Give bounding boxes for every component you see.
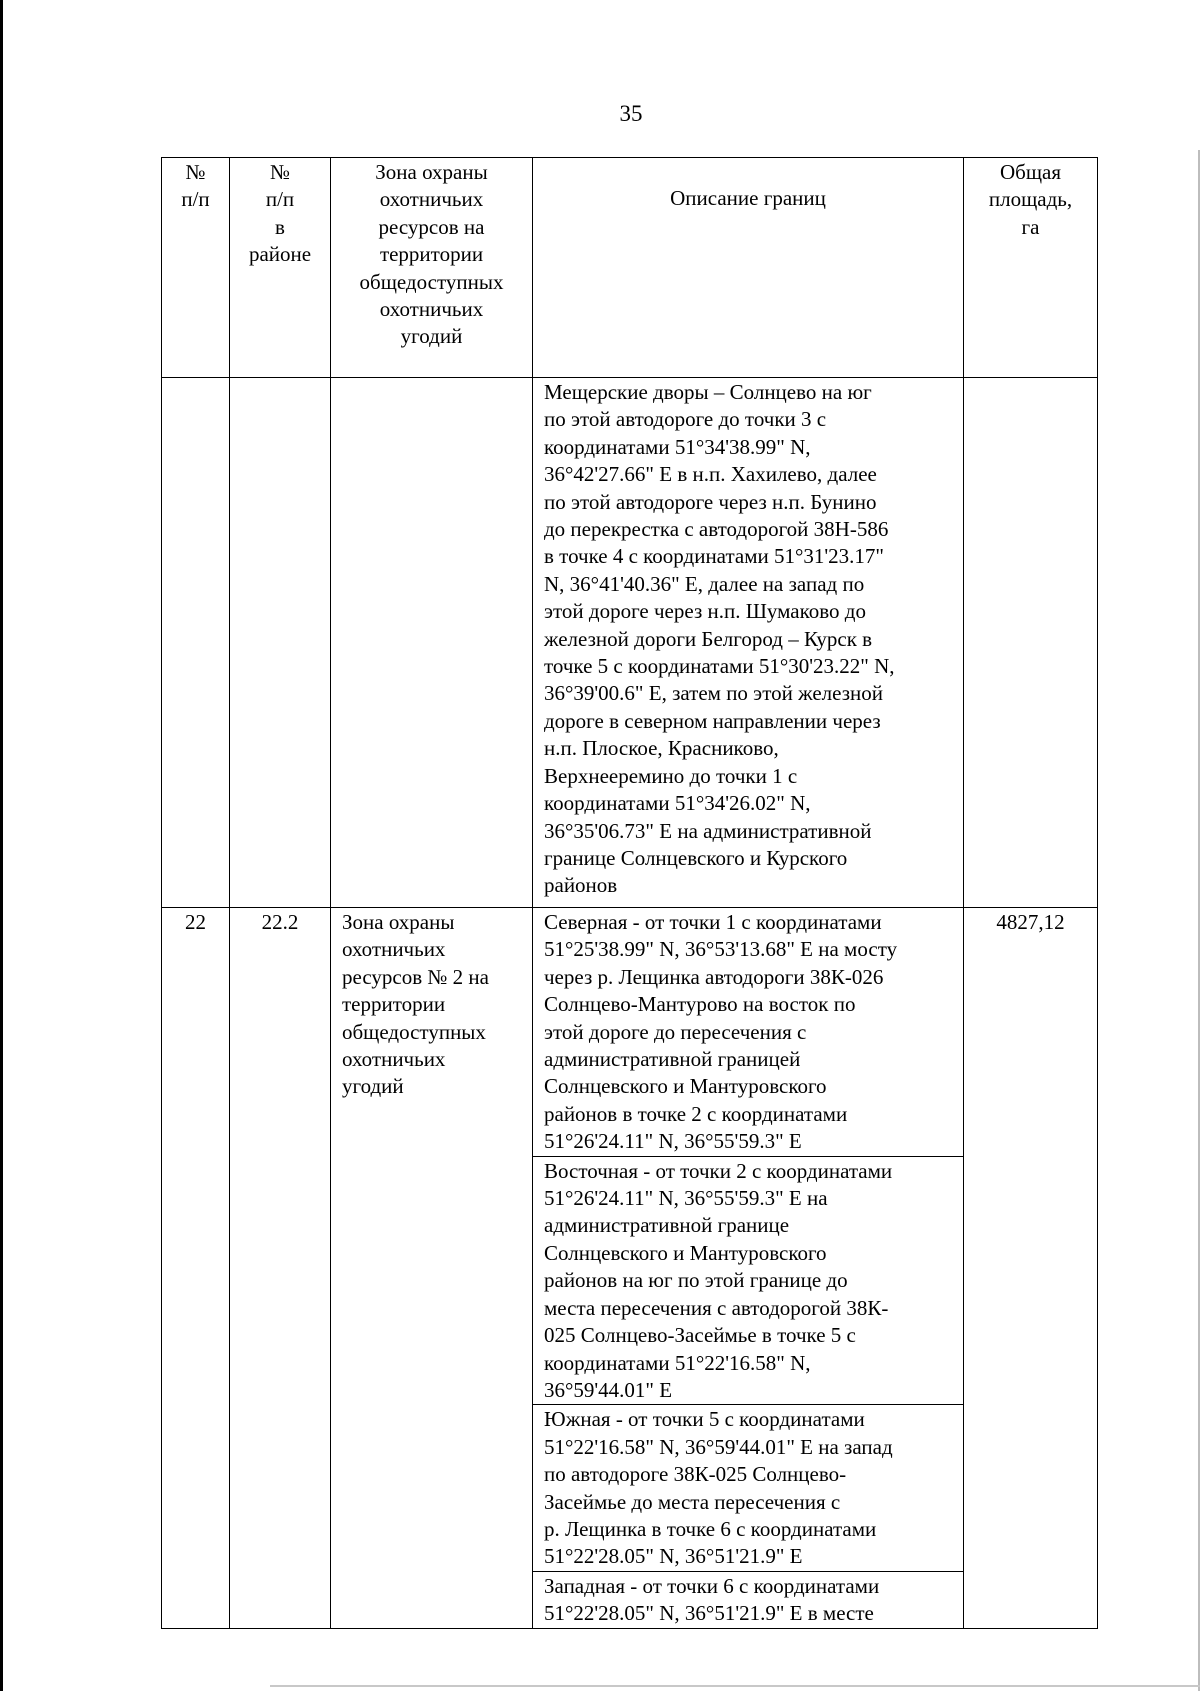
header-total-area: Общая площадь, га bbox=[964, 158, 1098, 378]
cell-empty bbox=[331, 378, 533, 908]
row-number: 22 bbox=[162, 908, 230, 1629]
boundary-east: Восточная - от точки 2 с координатами 51°26'24.11" N, 36°55'59.3" E на административной границе Солнцевского и Мантуровского районов на юг по этой границе до места пересечения с автодорогой 38К- 025 Солнцево-Засеймье в точке 5 с координатами 51°22'16.58" N, 36°59'44.01" E bbox=[533, 1156, 964, 1405]
page-left-edge bbox=[0, 0, 3, 1691]
district-number: 22.2 bbox=[230, 908, 331, 1629]
table-row-continuation bbox=[162, 378, 1098, 908]
header-district-number: № п/п в районе bbox=[230, 158, 331, 378]
header-row-number: № п/п bbox=[162, 158, 230, 378]
boundary-west: Западная - от точки 6 с координатами 51°22'28.05" N, 36°51'21.9" E в месте bbox=[533, 1571, 964, 1628]
cell-empty bbox=[964, 378, 1098, 908]
page-bottom-edge bbox=[270, 1685, 1200, 1687]
header-zone: Зона охраны охотничьих ресурсов на территории общедоступных охотничьих угодий bbox=[331, 158, 533, 378]
cell-empty bbox=[230, 378, 331, 908]
boundaries-table bbox=[161, 157, 1098, 1629]
table-header-row bbox=[162, 158, 1098, 378]
boundary-north: Северная - от точки 1 с координатами 51°25'38.99" N, 36°53'13.68" E на мосту через р. Лещинка автодороги 38К-026 Солнцево-Мантурово на восток по этой дороге до пересечения с административной границей Солнцевского и Мантуровского районов в точке 2 с координатами 51°26'24.11" N, 36°55'59.3" E bbox=[533, 908, 964, 1157]
boundary-south: Южная - от точки 5 с координатами 51°22'16.58" N, 36°59'44.01" E на запад по автодороге 38К-025 Солнцево- Засеймье до места пересечения с р. Лещинка в точке 6 с координатами 51°22'28.05" N, 36°51'21.9" E bbox=[533, 1405, 964, 1571]
table-row-22-north bbox=[162, 908, 1098, 1157]
cell-empty bbox=[162, 378, 230, 908]
total-area: 4827,12 bbox=[964, 908, 1098, 1629]
header-boundary-description: Описание границ bbox=[533, 158, 964, 378]
page-number: 35 bbox=[619, 101, 643, 126]
zone-name: Зона охраны охотничьих ресурсов № 2 на территории общедоступных охотничьих угодий bbox=[331, 908, 533, 1629]
continuation-description: Мещерские дворы – Солнцево на юг по этой автодороге до точки 3 с координатами 51°34'38.99" N, 36°42'27.66" E в н.п. Хахилево, далее по этой автодороге через н.п. Бунино до перекрестка с автодорогой 38Н-586 в точке 4 с координатами 51°31'23.17" N, 36°41'40.36" E, далее на запад по этой дороге через н.п. Шумаково до железной дороги Белгород – Курск в точке 5 с координатами 51°30'23.22" N, 36°39'00.6" E, затем по этой железной дороге в северном направлении через н.п. Плоское, Красниково, Верхнееремино до точки 1 с координатами 51°34'26.02" N, 36°35'06.73" E на административной границе Солнцевского и Курского районов bbox=[533, 378, 964, 908]
